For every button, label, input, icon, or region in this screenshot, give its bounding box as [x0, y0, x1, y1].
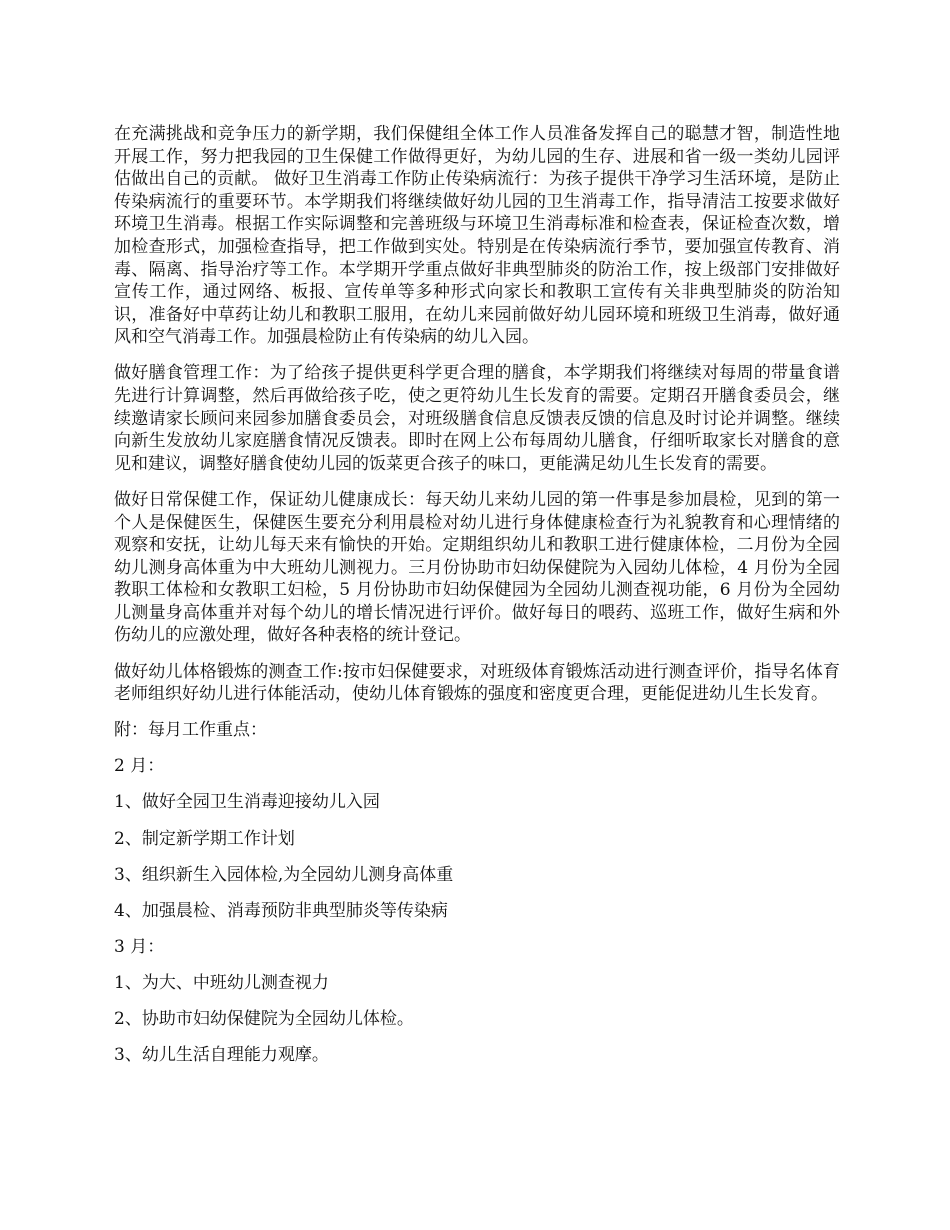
list-item: 4、加强晨检、消毒预防非典型肺炎等传染病 — [114, 900, 448, 921]
list-item: 2、制定新学期工作计划 — [114, 828, 295, 849]
list-item: 1、为大、中班幼儿测查视力 — [114, 972, 329, 993]
paragraph-physical-exercise: 做好幼儿体格锻炼的测查工作:按市妇保健要求，对班级体育锻炼活动进行测查评价，指导名体育老师组织好幼儿进行体能活动，使幼儿体育锻炼的强度和密度更合理，更能促进幼儿生长发育。 — [114, 661, 840, 705]
month-heading-mar: 3 月： — [114, 936, 165, 957]
list-item: 1、做好全园卫生消毒迎接幼儿入园 — [114, 792, 380, 813]
month-heading-feb: 2 月： — [114, 756, 165, 777]
document-body — [114, 123, 840, 1080]
list-item: 2、协助市妇幼保健院为全园幼儿体检。 — [114, 1009, 414, 1029]
monthly-focus-heading: 附：每月工作重点： — [114, 720, 267, 741]
list-item: 3、幼儿生活自理能力观摩。 — [114, 1045, 329, 1066]
list-item: 3、组织新生入园体检,为全园幼儿测身高体重 — [114, 864, 454, 885]
paragraph-health-hygiene: 在充满挑战和竞争压力的新学期，我们保健组全体工作人员准备发挥自己的聪慧才智，制造性地开展工作，努力把我园的卫生保健工作做得更好，为幼儿园的生存、进展和省一级一类幼儿园评估做出自己的贡献。 做好卫生消毒工作防止传染病流行：为孩子提供干净学习生活环境，是防止传染病流行的重要环节。本学期我们将继续做好幼儿园的卫生消毒工作，指导清洁工按要求做好环境卫生消毒。根据工作实际调整和完善班级与环境卫生消毒标准和检查表，保证检查次数，增加检查形式，加强检查指导，把工作做到实处。特别是在传染病流行季节，要加强宣传教育、消毒、隔离、指导治疗等工作。本学期开学重点做好非典型肺炎的防治工作，按上级部门安排做好宣传工作，通过网络、板报、宣传单等多种形式向家长和教职工宣传有关非典型肺炎的防治知识，准备好中草药让幼儿和教职工服用，在幼儿来园前做好幼儿园环境和班级卫生消毒，做好通风和空气消毒工作。加强晨检防止有传染病的幼儿入园。 — [114, 124, 840, 348]
paragraph-meal-management: 做好膳食管理工作：为了给孩子提供更科学更合理的膳食，本学期我们将继续对每周的带量食谱先进行计算调整，然后再做给孩子吃，使之更符幼儿生长发育的需要。定期召开膳食委员会，继续邀请家长顾问来园参加膳食委员会，对班级膳食信息反馈表反馈的信息及时讨论并调整。继续向新生发放幼儿家庭膳食情况反馈表。即时在网上公布每周幼儿膳食，仔细听取家长对膳食的意见和建议，调整好膳食使幼儿园的饭菜更合孩子的味口，更能满足幼儿生长发育的需要。 — [114, 363, 840, 474]
paragraph-daily-care: 做好日常保健工作，保证幼儿健康成长：每天幼儿来幼儿园的第一件事是参加晨检，见到的第一个人是保健医生，保健医生要充分利用晨检对幼儿进行身体健康检查行为礼貌教育和心理情绪的观察和安抚，让幼儿每天来有愉快的开始。定期组织幼儿和教职工进行健康体检，二月份为全园幼儿测身高体重为中大班幼儿测视力。三月份协助市妇幼保健院为入园幼儿体检，4 月份为全园教职工体检和女教职工妇检，5 月份协助市妇幼保健园为全园幼儿测查视功能，6 月份为全园幼儿测量身高体重并对每个幼儿的增长情况进行评价。做好每日的喂药、巡班工作，做好生病和外伤幼儿的应激处理，做好各种表格的统计登记。 — [114, 489, 840, 646]
